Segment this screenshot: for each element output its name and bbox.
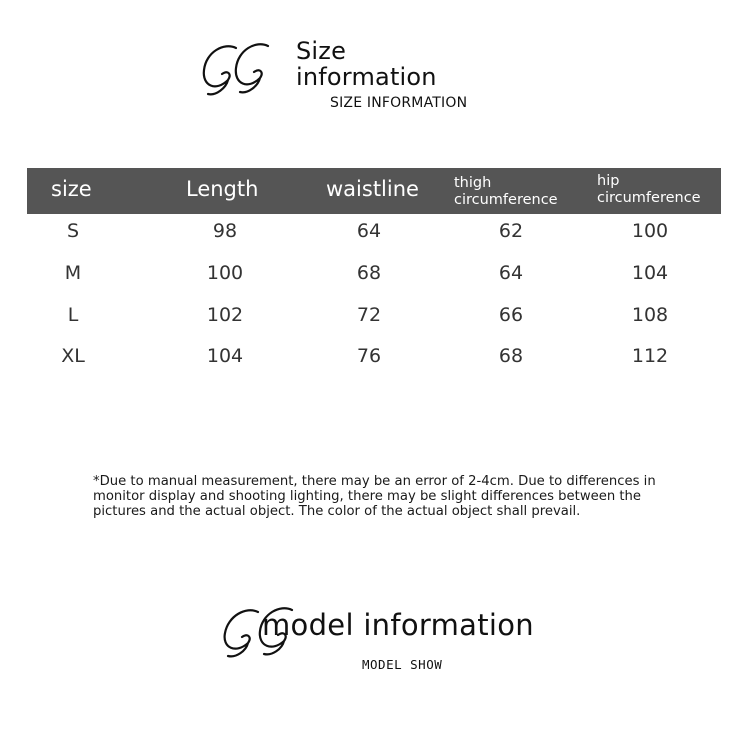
cell-length: 104 bbox=[206, 345, 244, 367]
cell-size: S bbox=[66, 220, 80, 242]
cell-size: L bbox=[67, 304, 79, 326]
cell-size: M bbox=[64, 262, 82, 284]
cell-waistline: 68 bbox=[356, 262, 382, 284]
table-row bbox=[27, 220, 721, 260]
title-line-1: Size bbox=[296, 37, 347, 65]
cell-waistline: 76 bbox=[356, 345, 382, 367]
cell-thigh: 64 bbox=[498, 262, 524, 284]
measurement-disclaimer: *Due to manual measurement, there may be an error of 2-4cm. Due to differences in monitor display and shooting lighting, there may be slight differences between the pictures and the actual object. The color of the actual object shall prevail. bbox=[93, 474, 656, 520]
cell-thigh: 66 bbox=[498, 304, 524, 326]
size-info-subtitle: SIZE INFORMATION bbox=[330, 95, 468, 111]
title-line-2: information bbox=[296, 63, 437, 91]
col-header-size: size bbox=[51, 177, 92, 201]
col-header-length: Length bbox=[186, 177, 259, 201]
cell-hip: 112 bbox=[631, 345, 669, 367]
cell-thigh: 68 bbox=[498, 345, 524, 367]
cell-size: XL bbox=[61, 345, 85, 367]
table-row bbox=[27, 304, 721, 344]
cell-waistline: 72 bbox=[356, 304, 382, 326]
cell-hip: 104 bbox=[631, 262, 669, 284]
cell-length: 100 bbox=[206, 262, 244, 284]
col-header-waistline: waistline bbox=[326, 177, 419, 201]
cell-length: 102 bbox=[206, 304, 244, 326]
cell-hip: 108 bbox=[631, 304, 669, 326]
cell-thigh: 62 bbox=[498, 220, 524, 242]
table-row bbox=[27, 345, 721, 385]
size-table-header bbox=[27, 168, 721, 214]
cell-waistline: 64 bbox=[356, 220, 382, 242]
col-header-thigh: thigh circumference bbox=[454, 175, 558, 208]
model-info-subtitle: MODEL SHOW bbox=[362, 657, 443, 672]
cell-hip: 100 bbox=[631, 220, 669, 242]
col-header-hip: hip circumference bbox=[597, 173, 701, 206]
table-row bbox=[27, 262, 721, 302]
brand-logo bbox=[198, 40, 278, 98]
gg-logo-graphic bbox=[198, 40, 278, 98]
cell-length: 98 bbox=[212, 220, 238, 242]
model-info-title: model information bbox=[262, 608, 534, 642]
size-info-title bbox=[296, 38, 437, 90]
